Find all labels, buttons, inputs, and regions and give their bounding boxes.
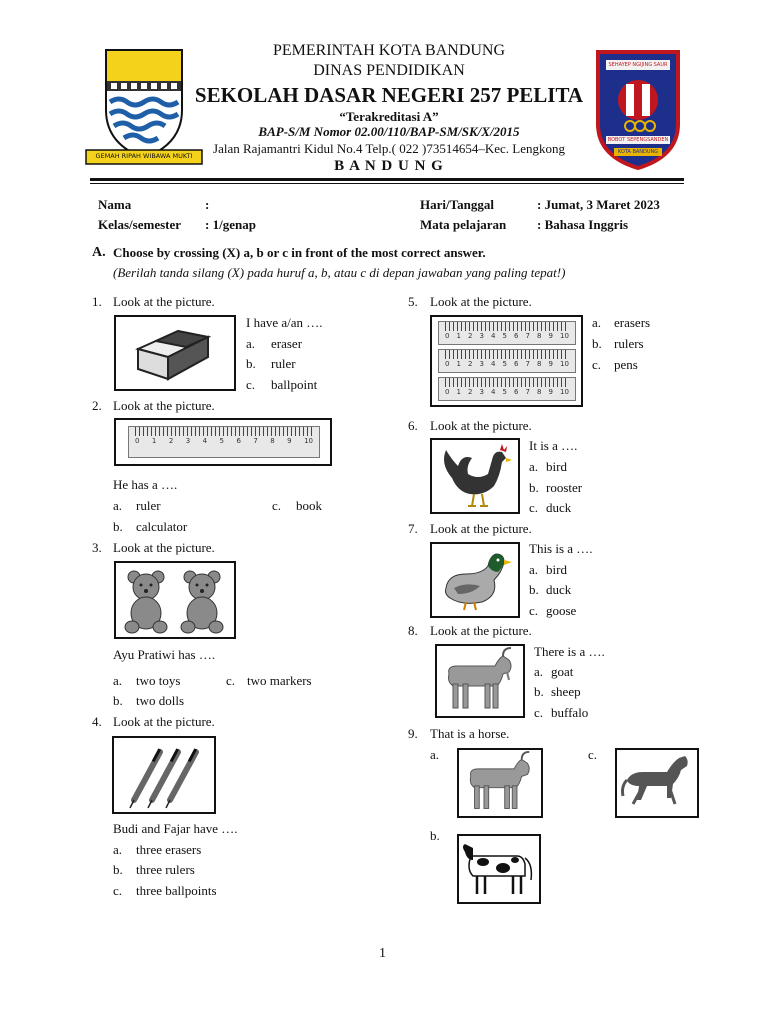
ruler-tick-label: 1 <box>456 388 461 396</box>
q4-stem: Budi and Fajar have …. <box>113 821 238 836</box>
q2-prompt: Look at the picture. <box>113 398 215 413</box>
q2-option-a-text: ruler <box>136 498 161 513</box>
q7-option-c-text: goose <box>546 603 577 618</box>
q1-option-b-letter[interactable]: b. <box>246 356 256 371</box>
subject-label: Mata pelajaran <box>420 217 507 232</box>
q3-number: 3. <box>92 540 102 555</box>
name-field[interactable]: : <box>205 197 210 212</box>
q1-option-a-text: eraser <box>271 336 303 351</box>
bap-number: BAP-S/M Nomor 02.00/110/BAP-SM/SK/X/2015 <box>258 124 520 139</box>
q6-option-c-letter[interactable]: c. <box>529 500 539 515</box>
ruler-tick-label: 9 <box>287 437 292 445</box>
q1-option-a-letter[interactable]: a. <box>246 336 256 351</box>
q2-option-b-text: calculator <box>136 519 188 534</box>
ruler-tick-label: 7 <box>525 332 530 340</box>
q4-option-a-letter[interactable]: a. <box>113 842 123 857</box>
q2-stem: He has a …. <box>113 477 178 492</box>
q3-option-c-text: two markers <box>247 673 312 688</box>
ruler-tick-label: 5 <box>502 332 507 340</box>
q5-ruler-2 <box>438 349 576 373</box>
q6-prompt: Look at the picture. <box>430 418 532 433</box>
ruler-tick-label: 10 <box>560 360 569 368</box>
q1-option-c-text: ballpoint <box>271 377 318 392</box>
ruler-tick-label: 5 <box>502 360 507 368</box>
q3-option-b-letter[interactable]: b. <box>113 693 123 708</box>
ruler-tick-label: 3 <box>479 388 484 396</box>
ruler-tick-label: 4 <box>491 332 496 340</box>
q9-option-b-letter[interactable]: b. <box>430 828 440 843</box>
q1-eraser-picture <box>114 315 236 391</box>
ruler-tick-label: 9 <box>548 360 553 368</box>
q4-option-c-text: three ballpoints <box>136 883 217 898</box>
q5-option-b-text: rulers <box>614 336 644 351</box>
name-label: Nama <box>98 197 132 212</box>
q7-prompt: Look at the picture. <box>430 521 532 536</box>
q1-option-b-text: ruler <box>271 356 296 371</box>
q9-option-c-letter[interactable]: c. <box>588 747 598 762</box>
q7-option-a-letter[interactable]: a. <box>529 562 539 577</box>
ruler-tick-label: 3 <box>185 437 191 445</box>
accreditation: “Terakreditasi A” <box>339 109 439 124</box>
q9-option-a-goat-picture[interactable] <box>457 748 543 818</box>
q8-option-c-letter[interactable]: c. <box>534 705 544 720</box>
ruler-tick-label: 7 <box>253 437 258 445</box>
q8-option-b-letter[interactable]: b. <box>534 684 544 699</box>
q9-option-c-horse-picture[interactable] <box>615 748 699 818</box>
ruler-tick-label: 4 <box>202 437 208 445</box>
section-instruction: Choose by crossing (X) a, b or c in front of the most correct answer. <box>113 245 486 260</box>
header-divider-thick <box>90 178 684 181</box>
ruler-tick-label: 6 <box>514 332 519 340</box>
right-logo-mid: BOBOT SEPENGSANDEN <box>607 137 669 143</box>
ruler-tick-label: 9 <box>548 332 553 340</box>
q7-option-a-text: bird <box>546 562 567 577</box>
q2-option-b-letter[interactable]: b. <box>113 519 123 534</box>
ruler-tick-label: 0 <box>135 437 140 445</box>
q6-rooster-picture <box>430 438 520 514</box>
q5-ruler-1 <box>438 321 576 345</box>
ruler-tick-label: 7 <box>525 388 530 396</box>
q4-option-b-text: three rulers <box>136 862 195 877</box>
ruler-tick-label: 8 <box>537 332 542 340</box>
q1-number: 1. <box>92 294 102 309</box>
ruler-tick-label: 8 <box>537 388 542 396</box>
q8-stem: There is a …. <box>534 644 605 659</box>
q4-option-a-text: three erasers <box>136 842 202 857</box>
q9-option-a-letter[interactable]: a. <box>430 747 440 762</box>
q6-option-a-text: bird <box>546 459 567 474</box>
ruler-tick-label: 6 <box>514 388 519 396</box>
ruler-tick-label: 2 <box>468 388 473 396</box>
school-name: SEKOLAH DASAR NEGERI 257 PELITA <box>194 83 584 107</box>
q1-stem: I have a/an …. <box>246 315 323 330</box>
q2-number: 2. <box>92 398 102 413</box>
q3-option-c-letter[interactable]: c. <box>226 673 236 688</box>
q5-prompt: Look at the picture. <box>430 294 532 309</box>
q2-option-c-text: book <box>296 498 322 513</box>
ruler-tick-label: 10 <box>560 332 569 340</box>
ruler-tick-label: 1 <box>456 332 461 340</box>
q4-ballpoints-picture <box>112 736 216 814</box>
class-value: : 1/genap <box>205 217 256 232</box>
q2-option-c-letter[interactable]: c. <box>272 498 282 513</box>
class-label: Kelas/semester <box>98 217 182 232</box>
q3-option-b-text: two dolls <box>136 693 185 708</box>
q5-option-c-text: pens <box>614 357 638 372</box>
q6-option-b-text: rooster <box>546 480 583 495</box>
q6-number: 6. <box>408 418 418 433</box>
ruler-tick-label: 6 <box>236 437 241 445</box>
ruler-tick-label: 10 <box>560 388 569 396</box>
q8-goat-picture <box>435 644 525 718</box>
q1-option-c-letter[interactable]: c. <box>246 377 256 392</box>
q1-prompt: Look at the picture. <box>113 294 215 309</box>
ruler-tick-label: 2 <box>468 360 473 368</box>
q5-option-b-letter[interactable]: b. <box>592 336 602 351</box>
q3-option-a-letter[interactable]: a. <box>113 673 123 688</box>
header-divider-thin <box>90 183 684 184</box>
ruler-tick-label: 2 <box>468 332 473 340</box>
q4-option-b-letter[interactable]: b. <box>113 862 123 877</box>
ruler-tick-label: 8 <box>270 437 275 445</box>
page-number: 1 <box>379 946 386 961</box>
q4-number: 4. <box>92 714 102 729</box>
ruler-tick-label: 8 <box>537 360 542 368</box>
q5-number: 5. <box>408 294 418 309</box>
q5-rulers-picture <box>430 315 583 407</box>
q7-option-b-letter[interactable]: b. <box>529 582 539 597</box>
ruler-tick-label: 0 <box>445 360 450 368</box>
q7-number: 7. <box>408 521 418 536</box>
q2-option-a-letter[interactable]: a. <box>113 498 123 513</box>
ruler-tick-label: 1 <box>151 437 157 445</box>
q6-option-a-letter[interactable]: a. <box>529 459 539 474</box>
header-department: DINAS PENDIDIKAN <box>313 62 465 79</box>
date-label: Hari/Tanggal <box>420 197 494 212</box>
q9-prompt: That is a horse. <box>430 726 510 741</box>
q7-option-b-text: duck <box>546 582 572 597</box>
q3-teddy-bears-picture <box>114 561 236 639</box>
q5-option-a-text: erasers <box>614 315 651 330</box>
q3-option-a-text: two toys <box>136 673 181 688</box>
date-value: : Jumat, 3 Maret 2023 <box>537 197 660 212</box>
q9-option-b-cow-picture[interactable] <box>457 834 541 904</box>
q2-ruler-picture <box>114 418 332 466</box>
q8-option-c-text: buffalo <box>551 705 589 720</box>
q5-ruler-3 <box>438 377 576 401</box>
city-name: B A N D U N G <box>334 158 444 174</box>
q4-prompt: Look at the picture. <box>113 714 215 729</box>
q5-option-c-letter[interactable]: c. <box>592 357 602 372</box>
section-translation: (Berilah tanda silang (X) pada huruf a, b, atau c di depan jawaban yang paling tepat!) <box>113 265 566 280</box>
ruler-tick-label: 0 <box>445 332 450 340</box>
q3-stem: Ayu Pratiwi has …. <box>113 647 216 662</box>
q4-option-c-letter[interactable]: c. <box>113 883 123 898</box>
ruler-tick-label: 4 <box>491 360 496 368</box>
ruler-tick-label: 5 <box>502 388 507 396</box>
ruler-tick-label: 0 <box>445 388 450 396</box>
header-government: PEMERINTAH KOTA BANDUNG <box>272 42 506 59</box>
ruler-tick-label: 3 <box>479 360 484 368</box>
ruler-tick-label: 6 <box>514 360 519 368</box>
ruler-tick-label: 7 <box>525 360 530 368</box>
q6-option-b-letter[interactable]: b. <box>529 480 539 495</box>
school-address: Jalan Rajamantri Kidul No.4 Telp.( 022 )73514654–Kec. Lengkong <box>213 141 565 156</box>
q9-number: 9. <box>408 726 418 741</box>
right-logo-top: SEHAYEP NGIJING SAUR <box>608 62 668 68</box>
section-letter: A. <box>92 245 106 260</box>
q7-duck-picture <box>430 542 520 618</box>
left-logo-motto: GEMAH RIPAH WIBAWA MUKTI <box>95 152 193 160</box>
q8-option-b-text: sheep <box>551 684 581 699</box>
q6-stem: It is a …. <box>529 438 578 453</box>
q7-option-c-letter[interactable]: c. <box>529 603 539 618</box>
q8-option-a-text: goat <box>551 664 574 679</box>
ruler-tick-label: 1 <box>456 360 461 368</box>
q8-prompt: Look at the picture. <box>430 623 532 638</box>
ruler-tick-label: 10 <box>304 437 313 445</box>
q8-option-a-letter[interactable]: a. <box>534 664 544 679</box>
ruler-tick-label: 4 <box>491 388 496 396</box>
ruler-tick-label: 2 <box>168 437 174 445</box>
q2-ruler <box>128 426 320 458</box>
ruler-tick-label: 3 <box>479 332 484 340</box>
ruler-tick-label: 5 <box>219 437 224 445</box>
subject-value: : Bahasa Inggris <box>537 217 629 232</box>
q7-stem: This is a …. <box>529 541 593 556</box>
q3-prompt: Look at the picture. <box>113 540 215 555</box>
right-logo-bottom: KOTA BANDUNG <box>617 149 659 155</box>
q6-option-c-text: duck <box>546 500 572 515</box>
q5-option-a-letter[interactable]: a. <box>592 315 602 330</box>
q8-number: 8. <box>408 623 418 638</box>
ruler-tick-label: 9 <box>548 388 553 396</box>
